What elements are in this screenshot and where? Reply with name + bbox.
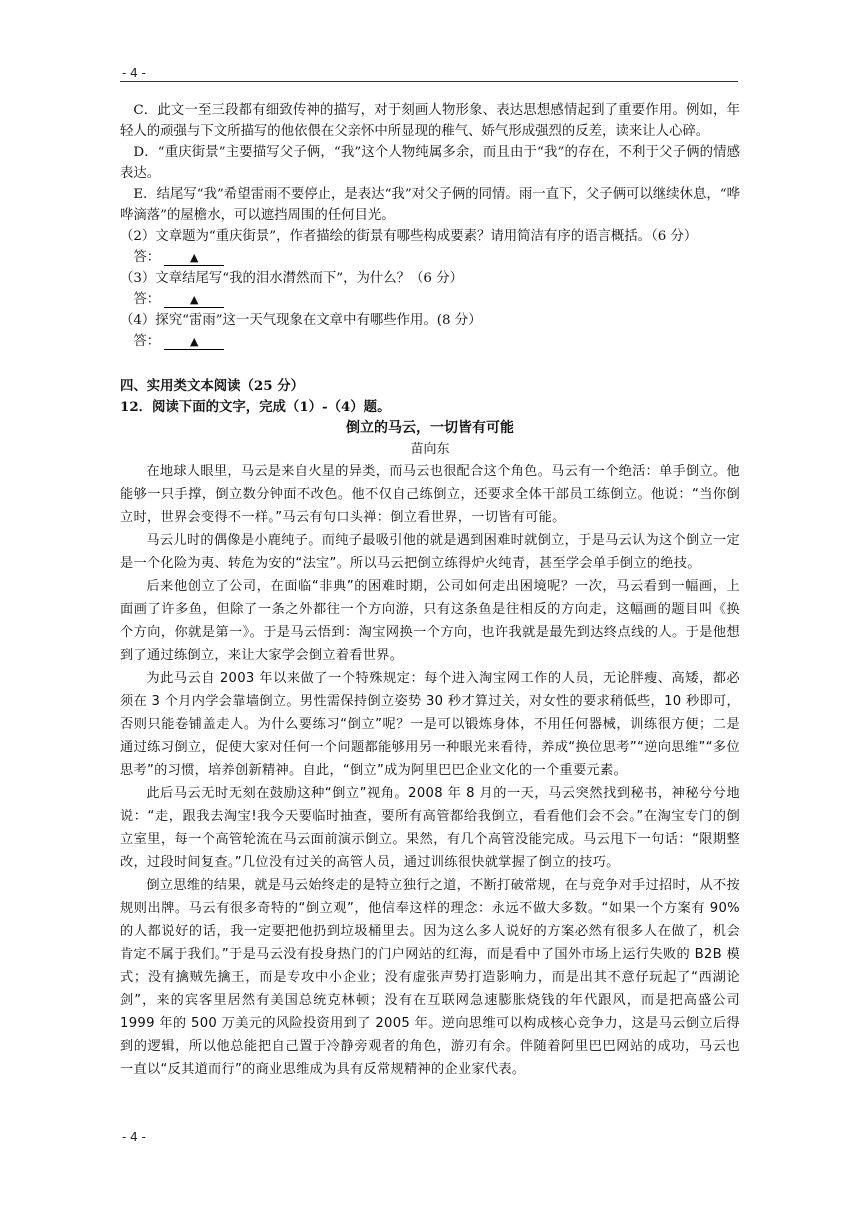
article-paragraph: 马云儿时的偶像是小鹿纯子。而纯子最吸引他的就是遇到困难时就倒立，于是马云认为这个倒立一定是一个化险为夷、转危为安的“法宝”。所以马云把倒立练得炉火纯青，甚至学会单手倒立的绝技。 [120,533,740,571]
answer-2[interactable] [120,247,740,268]
article-paragraph: 为此马云自 2003 年以来做了一个特殊规定：每个进入淘宝网工作的人员，无论胖瘦、高矮，都必须在 3 个月内学会靠墙倒立。男性需保持倒立姿势 30 秒才算过关，对女性的要求稍低些，10 秒即可，否则只能卷铺盖走人。为什么要练习“倒立”呢？一是可以锻炼身体，不用任何器械，训练很方便；二是通过练习倒立，促使大家对任何一个问题都能够用另一种眼光来看待，养成“换位思考”“逆向思维”“多位思考”的习惯，培养创新精神。自此，“倒立”成为阿里巴巴企业文化的一个重要元素。 [120,671,740,778]
answer-label: 答： [133,334,161,349]
answer-blank[interactable]: ▲ [164,335,224,350]
option-e: E．结尾写“我”希望雷雨不要停止，是表达“我”对父子俩的同情。雨一直下，父子俩可以继续休息，“哗哗滴落”的屋檐水，可以遮挡周围的任何目光。 [120,187,740,223]
answer-3[interactable] [120,289,740,310]
question-4: （4）探究“雷雨”这一天气现象在文章中有哪些作用。(8 分） [120,313,482,328]
header-page-number: - 4 - [122,66,146,80]
article-paragraph: 倒立思维的结果，就是马云始终走的是特立独行之道，不断打破常规，在与竞争对手过招时，从不按规则出牌。马云有很多奇特的“倒立观”，他信奉这样的理念：永远不做大多数。“如果一个方案有 90%的人都说好的话，我一定要把他扔到垃圾桶里去。因为这么多人说好的方案必然有很多人在做了，机会肯定不属于我们。”于是马云没有投身热门的门户网站的红海，而是看中了国外市场上运行失败的 B2B 模式；没有擒贼先擒王，而是专攻中小企业；没有虚张声势打造影响力，而是出其不意仔玩起了“西湖论剑”，来的宾客里居然有美国总统克林顿；没有在互联网急速膨胀烧钱的年代跟风，而是把高盛公司 1999 年的 500 万美元的风险投资用到了 2005 年。逆向思维可以构成核心竞争力，这是马云倒立后得到的逻辑，所以他总能把自己置于冷静旁观者的角色，游刃有余。伴随着阿里巴巴网站的成功，马云也一直以“反其道而行”的商业思维成为具有反常规精神的企业家代表。 [120,878,740,1077]
article-author: 苗向东 [410,442,450,457]
header-rule [120,81,738,82]
article-paragraph: 在地球人眼里，马云是来自火星的异类，而马云也很配合这个角色。马云有一个绝活：单手倒立。他能够一只手撑，倒立数分钟面不改色。他不仅自己练倒立，还要求全体干部员工练倒立。他说：“当你倒立时，世界会变得不一样。”马云有句口头禅：倒立看世界，一切皆有可能。 [120,464,740,525]
section-instruction: 12．阅读下面的文字，完成（1）-（4）题。 [120,399,391,415]
answer-blank[interactable]: ▲ [164,293,224,308]
answer-label: 答： [133,250,161,265]
footer-page-number: - 4 - [122,1130,146,1144]
option-d: D．“重庆街景”主要描写父子俩，“我”这个人物纯属多余，而且由于“我”的存在，不利于父子俩的情感表达。 [120,145,740,181]
article-paragraph: 此后马云无时无刻在鼓励这种“倒立”视角。2008 年 8 月的一天，马云突然找到秘书，神秘兮兮地说：“走，跟我去淘宝!我今天要临时抽查，要所有高管都给我倒立，看看他们会不会。”在淘宝专门的倒立室里，每一个高管轮流在马云面前演示倒立。果然，有几个高管没能完成。马云甩下一句话：“限期整改，过段时间复查。”几位没有过关的高管人员，通过训练很快就掌握了倒立的技巧。 [120,786,740,870]
option-c: C．此文一至三段都有细致传神的描写，对于刻画人物形象、表达思想感情起到了重要作用。例如，年轻人的顽强与下文所描写的他依偎在父亲怀中所显现的稚气、娇气形成强烈的反差，读来让人心碎。 [120,103,740,139]
question-3: （3）文章结尾写“我的泪水潸然而下”，为什么？（6 分） [120,271,463,286]
answer-blank[interactable]: ▲ [164,251,224,266]
answer-4[interactable] [120,331,740,352]
answer-label: 答： [133,292,161,307]
section-heading: 四、实用类文本阅读（25 分） [120,378,304,394]
article-title: 倒立的马云，一切皆有可能 [346,420,514,436]
article-paragraph: 后来他创立了公司，在面临“非典”的困难时期，公司如何走出困境呢？一次，马云看到一幅画，上面画了许多鱼，但除了一条之外都往一个方向游，只有这条鱼是往相反的方向走，这幅画的题目叫《换个方向，你就是第一》。于是马云悟到：淘宝网换一个方向，也许我就是最先到达终点线的人。于是他想到了通过练倒立，来让大家学会倒立着看世界。 [120,579,740,663]
question-2: （2）文章题为“重庆街景”，作者描绘的街景有哪些构成要素？请用简洁有序的语言概括。（6 分） [120,229,698,244]
page-content [120,100,740,1081]
